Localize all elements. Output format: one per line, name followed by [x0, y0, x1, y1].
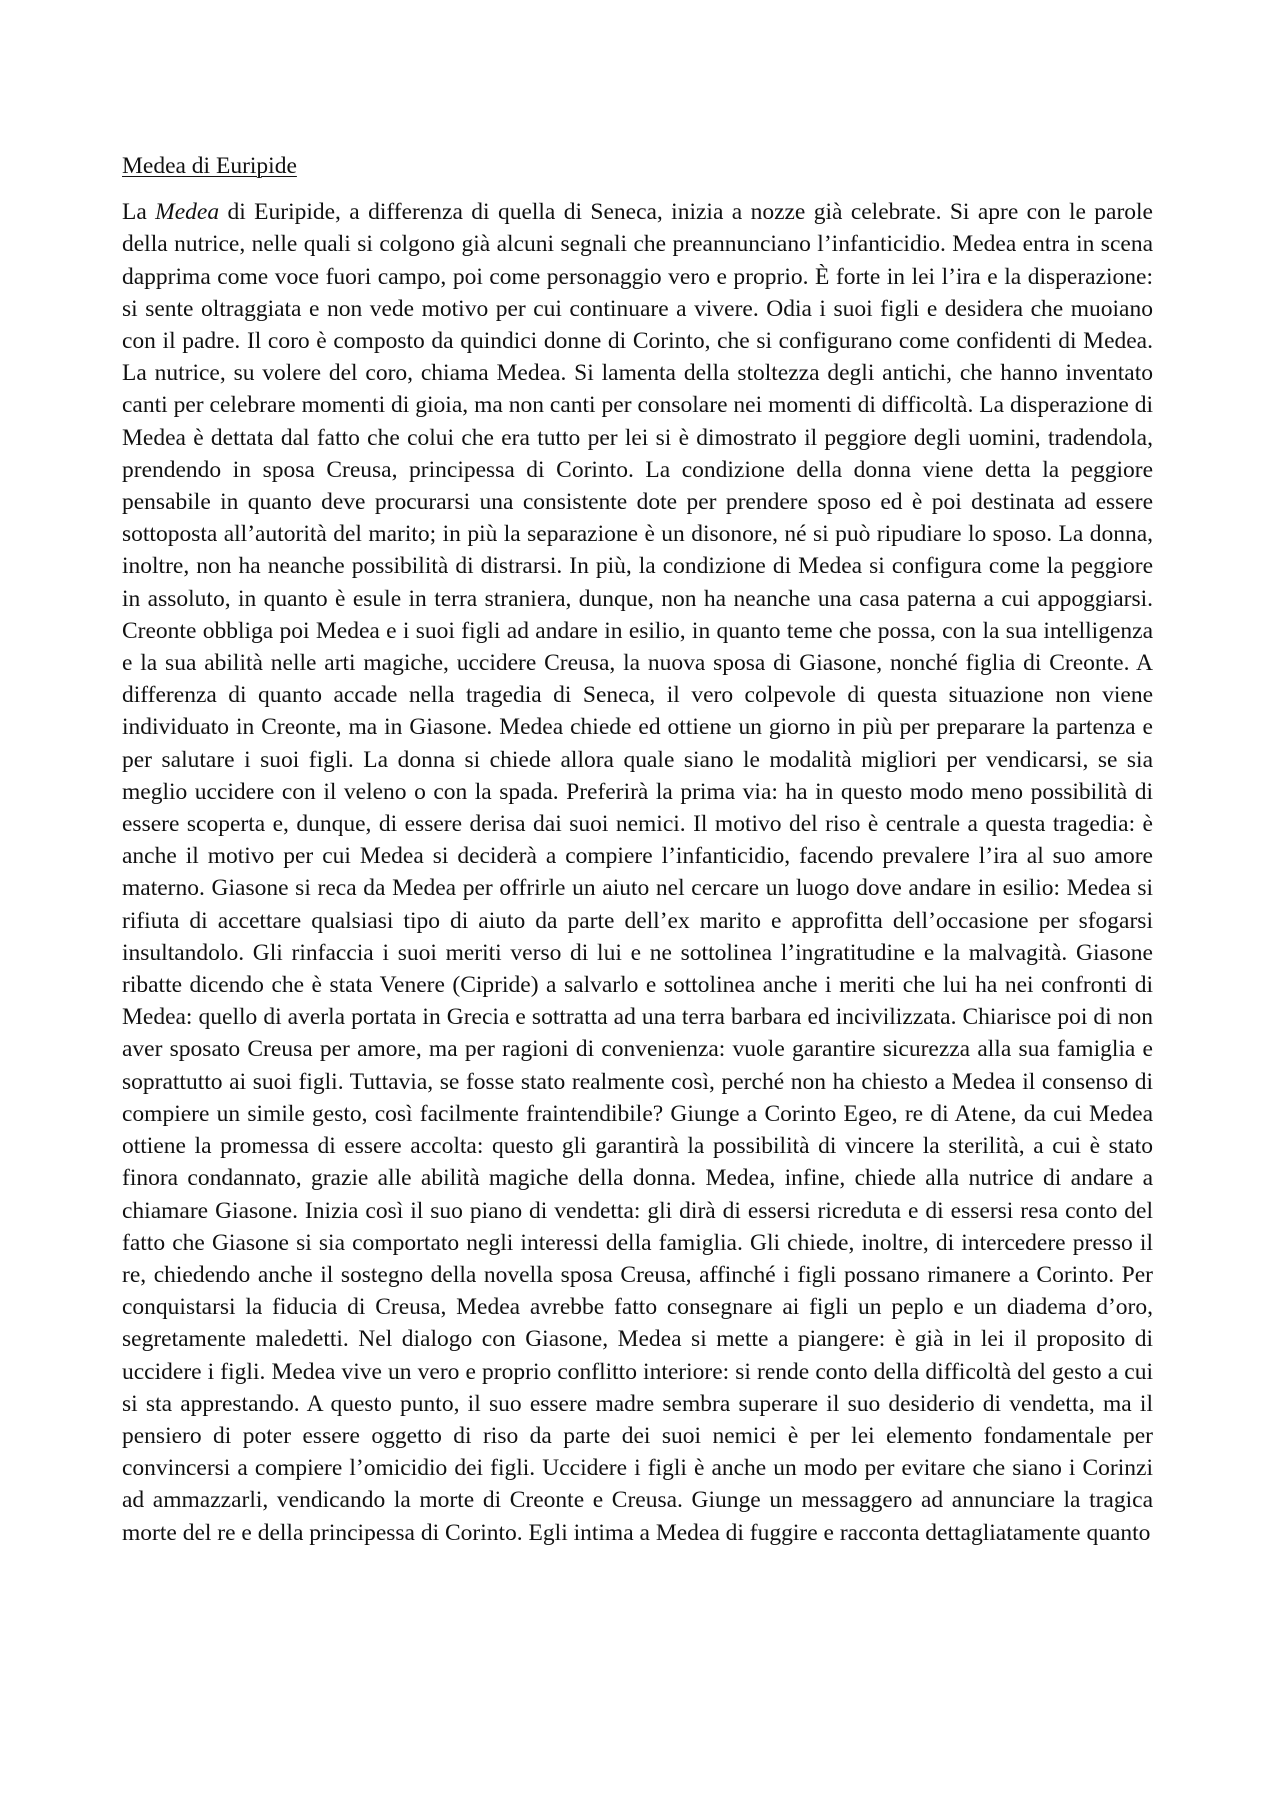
document-content [122, 150, 1153, 1549]
paragraph-intro: La [122, 199, 156, 226]
body-paragraph [122, 196, 1153, 1549]
document-title: Medea di Euripide [122, 153, 297, 179]
play-title-emphasis: Medea [155, 199, 220, 226]
paragraph-text: di Euripide, a differenza di quella di Seneca, inizia a nozze già celebrate. Si apre con le parole della nutrice, nelle quali si colgono già alcuni segnali che preannunciano l’infanticidio. Medea entra in scena dapprima come voce fuori campo, poi come personaggio vero e proprio. È forte in lei l’ira e la disperazione: si sente oltraggiata e non vede motivo per cui continuare a vivere. Odia i suoi figli e desidera che muoiano con il padre. Il coro è composto da quindici donne di Corinto, che si configurano come confidenti di Medea. La nutrice, su volere del coro, chiama Medea. Si lamenta della stoltezza degli antichi, che hanno inventato canti per celebrare momenti di gioia, ma non canti per consolare nei momenti di difficoltà. La disperazione di Medea è dettata dal fatto che colui che era tutto per lei si è dimostrato il peggiore degli uomini, tradendola, prendendo in sposa Creusa, principessa di Corinto. La condizione della donna viene detta la peggiore pensabile in quanto deve procurarsi una consistente dote per prendere sposo ed è poi destinata ad essere sottoposta all’autorità del marito; in più la separazione è un disonore, né si può ripudiare lo sposo. La donna, inoltre, non ha neanche possibilità di distrarsi. In più, la condizione di Medea si configura come la peggiore in assoluto, in quanto è esule in terra straniera, dunque, non ha neanche una casa paterna a cui appoggiarsi. Creonte obbliga poi Medea e i suoi figli ad andare in esilio, in quanto teme che possa, con la sua intelligenza e la sua abilità nelle arti magiche, uccidere Creusa, la nuova sposa di Giasone, nonché figlia di Creonte. A differenza di quanto accade nella tragedia di Seneca, il vero colpevole di questa situazione non viene individuato in Creonte, ma in Giasone. Medea chiede ed ottiene un giorno in più per preparare la partenza e per salutare i suoi figli. La donna si chiede allora quale siano le modalità migliori per vendicarsi, se sia meglio uccidere con il veleno o con la spada. Preferirà la prima via: ha in questo modo meno possibilità di essere scoperta e, dunque, di essere derisa dai suoi nemici. Il motivo del riso è centrale a questa tragedia: è anche il motivo per cui Medea si deciderà a compiere l’infanticidio, facendo prevalere l’ira al suo amore materno. Giasone si reca da Medea per offrirle un aiuto nel cercare un luogo dove andare in esilio: Medea si rifiuta di accettare qualsiasi tipo di aiuto da parte dell’ex marito e approfitta dell’occasione per sfogarsi insultandolo. Gli rinfaccia i suoi meriti verso di lui e ne sottolinea l’ingratitudine e la malvagità. Giasone ribatte dicendo che è stata Venere (Cipride) a salvarlo e sottolinea anche i meriti che lui ha nei confronti di Medea: quello di averla portata in Grecia e sottratta ad una terra barbara ed incivilizzata. Chiarisce poi di non aver sposato Creusa per amore, ma per ragioni di convenienza: vuole garantire sicurezza alla sua famiglia e soprattutto ai suoi figli. Tuttavia, se fosse stato realmente così, perché non ha chiesto a Medea il consenso di compiere un simile gesto, così facilmente fraintendibile? Giunge a Corinto Egeo, re di Atene, da cui Medea ottiene la promessa di essere accolta: questo gli garantirà la possibilità di vincere la sterilità, a cui è stato finora condannato, grazie alle abilità magiche della donna. Medea, infine, chiede alla nutrice di andare a chiamare Giasone. Inizia così il suo piano di vendetta: gli dirà di essersi ricreduta e di essersi resa conto del fatto che Giasone si sia comportato negli interessi della famiglia. Gli chiede, inoltre, di intercedere presso il re, chiedendo anche il sostegno della novella sposa Creusa, affinché i figli possano rimanere a Corinto. Per conquistarsi la fiducia di Creusa, Medea avrebbe fatto consegnare ai figli un peplo e un diadema d’oro, segretamente maledetti. Nel dialogo con Giasone, Medea si mette a piangere: è già in lei il proposito di uccidere i figli. Medea vive un vero e proprio conflitto interiore: si rende conto della difficoltà del gesto a cui si sta apprestando. A questo punto, il suo essere madre sembra superare il suo desiderio di vendetta, ma il pensiero di poter essere oggetto di riso da parte dei suoi nemici è per lei elemento fondamentale per convincersi a compiere l’omicidio dei figli. Uccidere i figli è anche un modo per evitare che siano i Corinzi ad ammazzarli, vendicando la morte di Creonte e Creusa. Giunge un messaggero ad annunciare la tragica morte del re e della principessa di Corinto. Egli intima a Medea di fuggire e racconta dettagliatamente quanto [122, 199, 1153, 1546]
